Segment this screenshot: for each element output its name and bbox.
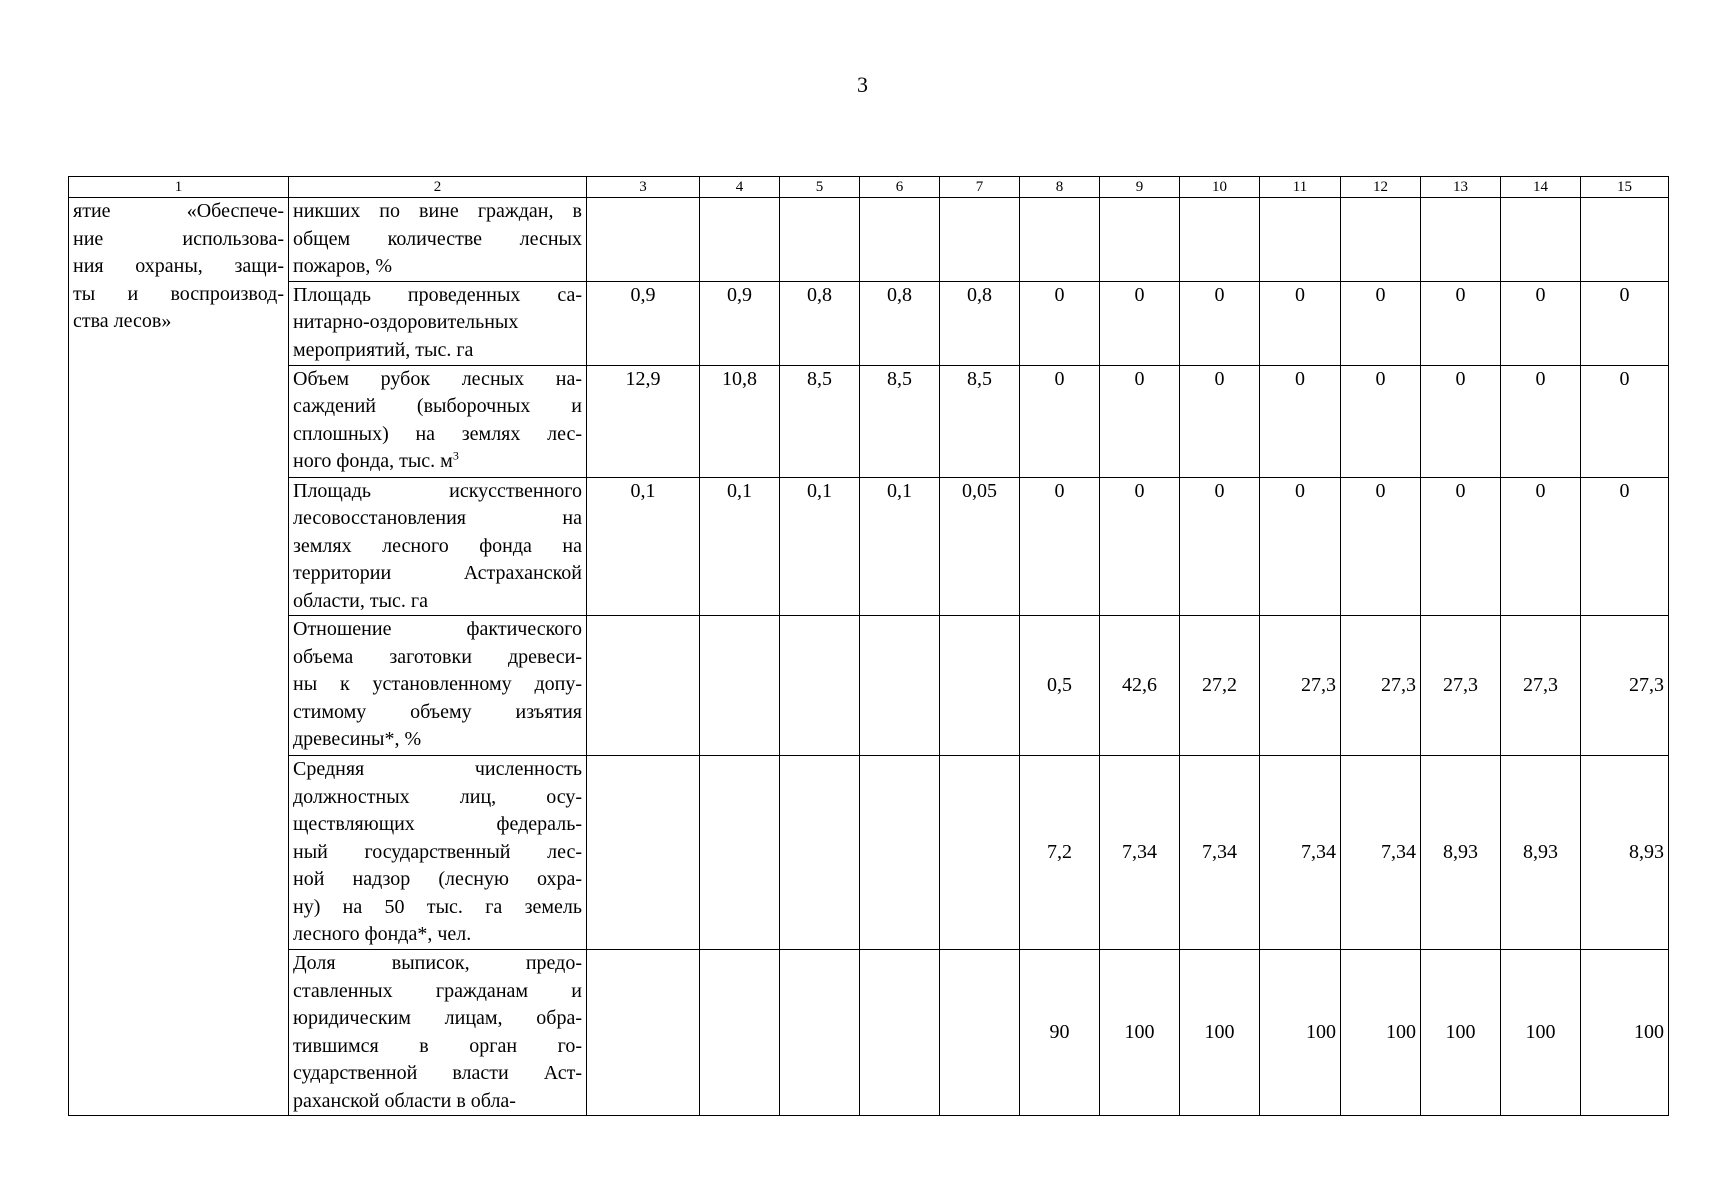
value-cell-col-9: 0 <box>1100 281 1180 365</box>
value-cell-col-4 <box>700 756 780 950</box>
value-cell-col-12: 100 <box>1341 950 1421 1116</box>
column-header-8: 8 <box>1020 177 1100 198</box>
value-cell-col-15: 8,93 <box>1581 756 1669 950</box>
value-cell-col-7 <box>940 950 1020 1116</box>
table-row <box>69 616 1669 756</box>
program-name-line: ние использова- <box>73 227 284 250</box>
table-row <box>69 756 1669 950</box>
indicator-description-line: ной надзор (лесную охра- <box>293 868 582 890</box>
indicator-description-cell <box>289 198 587 282</box>
value-cell-col-13 <box>1421 198 1501 282</box>
value-cell-col-12: 7,34 <box>1341 756 1421 950</box>
value-cell-col-11: 0 <box>1260 365 1341 477</box>
value-cell-col-6 <box>860 756 940 950</box>
program-name-line: ты и воспроизвод- <box>73 282 284 305</box>
table-row <box>69 198 1669 282</box>
value-cell-col-11: 0 <box>1260 281 1341 365</box>
indicator-description-line: объема заготовки древеси- <box>293 645 582 668</box>
value-cell-col-12 <box>1341 198 1421 282</box>
column-header-10: 10 <box>1180 177 1260 198</box>
value-cell-col-7: 0,8 <box>940 281 1020 365</box>
column-header-15: 15 <box>1581 177 1669 198</box>
value-cell-col-5 <box>780 616 860 756</box>
value-cell-col-15: 100 <box>1581 950 1669 1116</box>
value-cell-col-13: 0 <box>1421 477 1501 616</box>
value-cell-col-10: 27,2 <box>1180 616 1260 756</box>
value-cell-col-4 <box>700 198 780 282</box>
indicator-description-line: мероприятий, тыс. га <box>293 338 474 361</box>
indicator-description-line: Средняя численность <box>293 758 582 780</box>
value-cell-col-4: 10,8 <box>700 365 780 477</box>
value-cell-col-10: 0 <box>1180 365 1260 477</box>
value-cell-col-4: 0,9 <box>700 281 780 365</box>
indicator-description-line: Доля выписок, предо- <box>293 952 582 974</box>
indicator-description-line: никших по вине граждан, в <box>293 200 582 222</box>
value-cell-col-4 <box>700 950 780 1116</box>
value-cell-col-6: 8,5 <box>860 365 940 477</box>
indicator-description-line: сударственной власти Аст- <box>293 1062 582 1084</box>
program-name-line: ства лесов» <box>73 310 172 332</box>
indicator-description-line: ного фонда, тыс. $м^3$ <box>293 448 459 472</box>
value-cell-col-6 <box>860 198 940 282</box>
value-cell-col-14: 100 <box>1501 950 1581 1116</box>
indicator-description-line: древесины*, % <box>293 728 422 750</box>
value-cell-col-9: 100 <box>1100 950 1180 1116</box>
value-cell-col-13: 8,93 <box>1421 756 1501 950</box>
program-name-line: ния охраны, защи- <box>73 255 284 277</box>
indicator-description-line: ный государственный лес- <box>293 840 582 863</box>
value-cell-col-15: 0 <box>1581 477 1669 616</box>
indicator-description-line: общем количестве лесных <box>293 227 582 250</box>
value-cell-col-6 <box>860 950 940 1116</box>
value-cell-col-8: 0 <box>1020 477 1100 616</box>
value-cell-col-7 <box>940 198 1020 282</box>
column-header-12: 12 <box>1341 177 1421 198</box>
value-cell-col-3: 0,1 <box>587 477 700 616</box>
value-cell-col-6: 0,1 <box>860 477 940 616</box>
indicator-description-line: ставленных гражданам и <box>293 979 582 1002</box>
value-cell-col-8 <box>1020 198 1100 282</box>
value-cell-col-8: 0,5 <box>1020 616 1100 756</box>
column-header-1: 1 <box>69 177 289 198</box>
column-header-13: 13 <box>1421 177 1501 198</box>
column-header-3: 3 <box>587 177 700 198</box>
value-cell-col-14: 0 <box>1501 477 1581 616</box>
indicator-description-line: стимому объему изъятия <box>293 700 582 723</box>
header-row <box>69 177 1669 198</box>
indicator-description-line: области, тыс. га <box>293 589 428 612</box>
value-cell-col-10: 0 <box>1180 477 1260 616</box>
value-cell-col-3: 12,9 <box>587 365 700 477</box>
indicator-description-cell <box>289 756 587 950</box>
value-cell-col-12: 0 <box>1341 281 1421 365</box>
program-name-line: ятие «Обеспече- <box>73 200 284 222</box>
table-row <box>69 950 1669 1116</box>
unit-superscript: 3 <box>452 448 459 463</box>
value-cell-col-6 <box>860 616 940 756</box>
table-row <box>69 365 1669 477</box>
indicator-description-cell <box>289 616 587 756</box>
indicator-description-line: территории Астраханской <box>293 562 582 584</box>
value-cell-col-15: 0 <box>1581 365 1669 477</box>
column-header-5: 5 <box>780 177 860 198</box>
indicator-description-line: ну) на 50 тыс. га земель <box>293 895 582 918</box>
value-cell-col-11: 100 <box>1260 950 1341 1116</box>
value-cell-col-10: 0 <box>1180 281 1260 365</box>
value-cell-col-3 <box>587 198 700 282</box>
indicator-description-cell <box>289 477 587 616</box>
value-cell-col-11: 27,3 <box>1260 616 1341 756</box>
column-header-2: 2 <box>289 177 587 198</box>
table-row <box>69 477 1669 616</box>
column-header-9: 9 <box>1100 177 1180 198</box>
indicator-description-line: Площадь проведенных са- <box>293 283 582 306</box>
value-cell-col-3 <box>587 756 700 950</box>
indicator-description-line: лесного фонда*, чел. <box>293 923 472 945</box>
column-header-14: 14 <box>1501 177 1581 198</box>
program-name-cell <box>69 198 289 1116</box>
value-cell-col-14: 0 <box>1501 281 1581 365</box>
indicator-description-line: ны к установленному допу- <box>293 673 582 695</box>
column-header-4: 4 <box>700 177 780 198</box>
indicator-description-line: должностных лиц, осу- <box>293 785 582 808</box>
value-cell-col-14: 27,3 <box>1501 616 1581 756</box>
value-cell-col-5: 0,1 <box>780 477 860 616</box>
value-cell-col-9: 42,6 <box>1100 616 1180 756</box>
value-cell-col-11: 7,34 <box>1260 756 1341 950</box>
column-header-11: 11 <box>1260 177 1341 198</box>
value-cell-col-9: 0 <box>1100 365 1180 477</box>
value-cell-col-3 <box>587 950 700 1116</box>
value-cell-col-5 <box>780 756 860 950</box>
value-cell-col-10: 7,34 <box>1180 756 1260 950</box>
value-cell-col-7 <box>940 756 1020 950</box>
value-cell-col-10 <box>1180 198 1260 282</box>
page-number: 3 <box>857 72 868 97</box>
indicators-table <box>68 176 1669 1116</box>
indicator-description-line: лесовосстановления на <box>293 507 582 529</box>
indicator-description-line: раханской области в обла- <box>293 1089 516 1112</box>
value-cell-col-5 <box>780 950 860 1116</box>
value-cell-col-3: 0,9 <box>587 281 700 365</box>
value-cell-col-15 <box>1581 198 1669 282</box>
value-cell-col-8: 90 <box>1020 950 1100 1116</box>
value-cell-col-3 <box>587 616 700 756</box>
value-cell-col-7: 8,5 <box>940 365 1020 477</box>
value-cell-col-13: 100 <box>1421 950 1501 1116</box>
value-cell-col-6: 0,8 <box>860 281 940 365</box>
indicator-description-line: Отношение фактического <box>293 618 582 640</box>
value-cell-col-12: 0 <box>1341 365 1421 477</box>
indicator-description-line: сплошных) на землях лес- <box>293 422 582 445</box>
value-cell-col-12: 0 <box>1341 477 1421 616</box>
value-cell-col-13: 0 <box>1421 365 1501 477</box>
indicator-description-line: нитарно-оздоровительных <box>293 311 519 333</box>
value-cell-col-10: 100 <box>1180 950 1260 1116</box>
indicator-description-line: ществляющих федераль- <box>293 813 582 835</box>
value-cell-col-9: 7,34 <box>1100 756 1180 950</box>
indicator-description-cell <box>289 281 587 365</box>
value-cell-col-14 <box>1501 198 1581 282</box>
value-cell-col-7: 0,05 <box>940 477 1020 616</box>
value-cell-col-5 <box>780 198 860 282</box>
indicator-description-line: Площадь искусственного <box>293 479 582 502</box>
value-cell-col-8: 0 <box>1020 365 1100 477</box>
value-cell-col-7 <box>940 616 1020 756</box>
value-cell-col-15: 27,3 <box>1581 616 1669 756</box>
value-cell-col-5: 8,5 <box>780 365 860 477</box>
value-cell-col-8: 7,2 <box>1020 756 1100 950</box>
column-header-7: 7 <box>940 177 1020 198</box>
indicator-description-line: тившимся в орган го- <box>293 1034 582 1057</box>
value-cell-col-8: 0 <box>1020 281 1100 365</box>
value-cell-col-13: 27,3 <box>1421 616 1501 756</box>
value-cell-col-11: 0 <box>1260 477 1341 616</box>
value-cell-col-5: 0,8 <box>780 281 860 365</box>
value-cell-col-9 <box>1100 198 1180 282</box>
indicator-description-line: землях лесного фонда на <box>293 534 582 557</box>
value-cell-col-14: 0 <box>1501 365 1581 477</box>
value-cell-col-12: 27,3 <box>1341 616 1421 756</box>
column-header-6: 6 <box>860 177 940 198</box>
value-cell-col-14: 8,93 <box>1501 756 1581 950</box>
value-cell-col-4 <box>700 616 780 756</box>
value-cell-col-11 <box>1260 198 1341 282</box>
indicator-description-cell <box>289 365 587 477</box>
indicator-description-line: саждений (выборочных и <box>293 395 582 417</box>
indicator-description-line: юридическим лицам, обра- <box>293 1007 582 1029</box>
indicator-description-line: пожаров, % <box>293 255 393 277</box>
indicator-description-line: Объем рубок лесных на- <box>293 367 582 390</box>
value-cell-col-13: 0 <box>1421 281 1501 365</box>
table-row <box>69 281 1669 365</box>
value-cell-col-9: 0 <box>1100 477 1180 616</box>
indicator-description-cell <box>289 950 587 1116</box>
value-cell-col-15: 0 <box>1581 281 1669 365</box>
value-cell-col-4: 0,1 <box>700 477 780 616</box>
